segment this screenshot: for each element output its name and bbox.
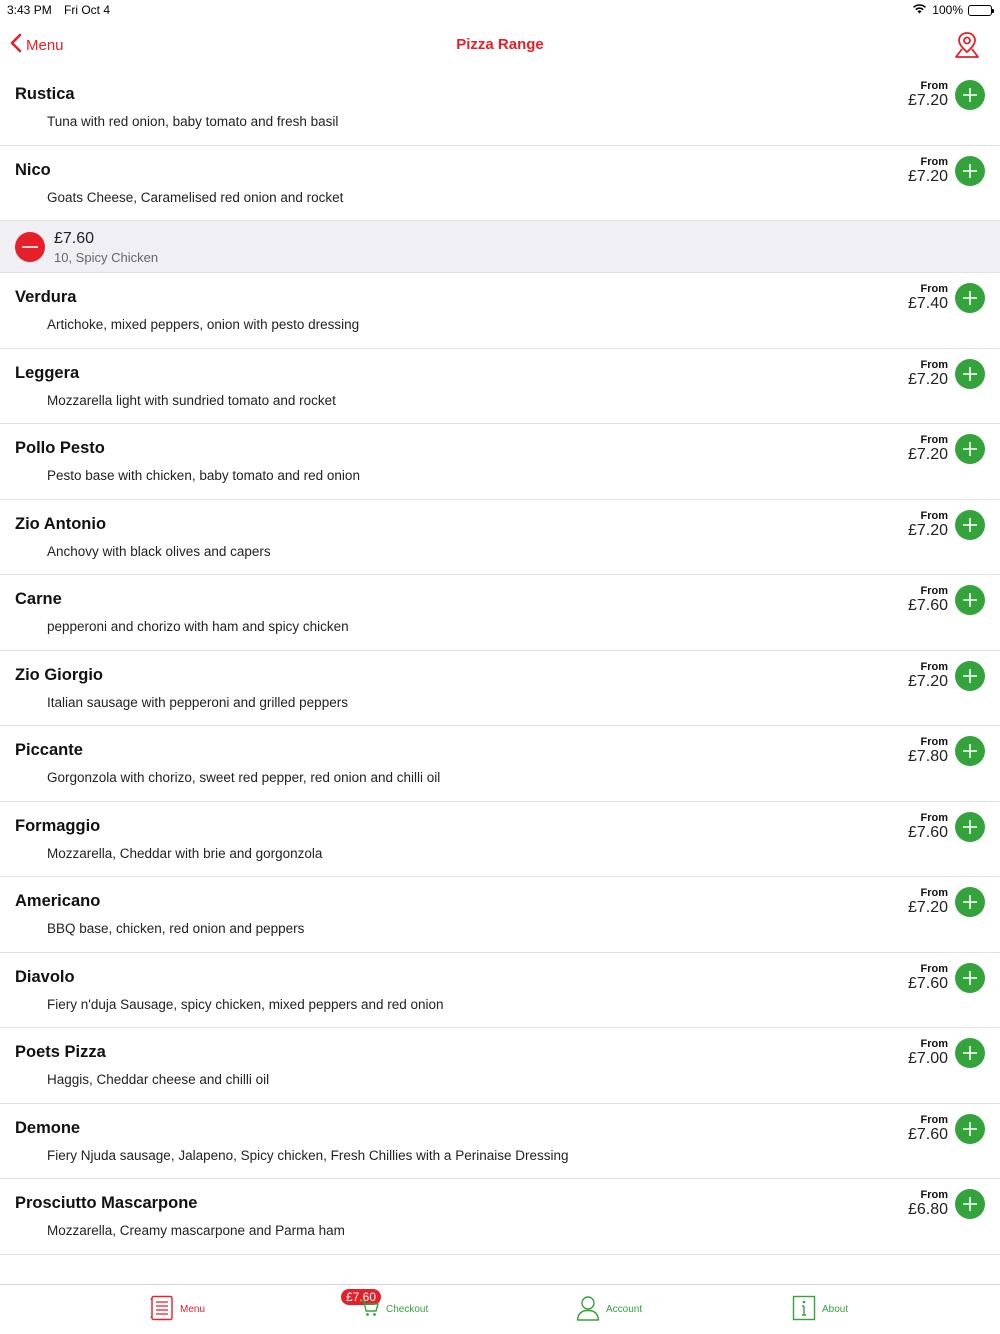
item-price: £6.80 [907,1201,948,1218]
item-description: BBQ base, chicken, red onion and peppers [47,921,305,936]
price-block [908,1038,948,1067]
plus-icon [955,963,985,993]
add-button[interactable] [955,80,985,110]
price-from-label: From [920,509,948,522]
plus-icon [955,812,985,842]
pizza-list [0,70,1000,1255]
item-price: £7.20 [907,672,948,690]
add-button[interactable] [955,1038,985,1068]
list-item[interactable] [0,651,1000,727]
checkout-total-badge: £7.60 [341,1289,381,1305]
price-block [908,963,948,992]
list-item[interactable] [0,349,1000,425]
tab-menu[interactable] [150,1285,205,1334]
wifi-icon [912,3,927,17]
list-item[interactable] [0,802,1000,878]
list-item[interactable] [0,575,1000,651]
item-name: Formaggio [15,816,101,835]
item-price: £7.60 [907,597,948,614]
item-description: pepperoni and chorizo with ham and spicy chicken [47,619,349,634]
battery-percent: 100% [932,3,963,17]
item-description: Anchovy with black olives and capers [47,543,271,559]
status-time: 3:43 PM [7,3,52,17]
price-from-label: From [920,887,948,899]
item-description: Artichoke, mixed peppers, onion with pesto dressing [47,317,360,332]
user-icon [576,1295,600,1324]
add-button[interactable] [955,585,985,615]
item-description: Fiery Njuda sausage, Jalapeno, Spicy chicken, Fresh Chillies with a Perinaise Dressing [47,1147,569,1163]
price-block [908,510,948,539]
item-description: Haggis, Cheddar cheese and chilli oil [47,1072,270,1087]
price-block [908,359,948,388]
item-price: £7.40 [907,295,948,312]
item-name: Nico [15,160,51,179]
item-price: £7.00 [907,1050,948,1067]
plus-icon [955,156,985,186]
tab-about-label: About [822,1304,849,1315]
price-block [908,156,948,185]
item-price: £7.20 [907,92,948,109]
item-description: Tuna with red onion, baby tomato and fresh basil [47,114,339,129]
add-button[interactable] [955,510,985,540]
add-button[interactable] [955,736,985,766]
price-block [908,736,948,765]
price-from-label: From [920,155,948,168]
price-from-label: From [920,1113,948,1126]
item-name: Verdura [15,288,77,306]
item-price: £7.60 [907,974,948,992]
item-description: Pesto base with chicken, baby tomato and red onion [47,468,360,483]
cart-line-item[interactable] [0,221,1000,273]
price-block [908,1114,948,1143]
plus-icon [955,359,985,389]
status-indicators [912,3,992,17]
list-item[interactable] [0,273,1000,349]
item-name: Demone [15,1118,81,1137]
item-name: Pollo Pesto [15,439,105,457]
remove-button[interactable] [15,232,45,262]
item-name: Prosciutto Mascarpone [15,1194,198,1212]
info-icon [792,1295,816,1324]
item-description: Mozzarella, Creamy mascarpone and Parma ham [47,1223,345,1238]
minus-icon [15,232,45,262]
add-button[interactable] [955,1114,985,1144]
item-price: £7.80 [907,748,948,765]
status-bar [0,0,1000,22]
item-description: Gorgonzola with chorizo, sweet red pepper, red onion and chilli oil [47,770,441,785]
item-price: £7.20 [907,899,948,916]
cart-icon [360,1298,380,1321]
price-from-label: From [920,80,948,92]
item-description: Goats Cheese, Caramelised red onion and rocket [47,189,344,205]
cart-line-price: £7.60 [54,230,95,247]
price-from-label: From [920,1038,948,1050]
item-name: Diavolo [15,967,75,986]
tab-account[interactable] [576,1285,642,1334]
add-button[interactable] [955,661,985,691]
tab-account-label: Account [606,1304,643,1315]
list-item[interactable] [0,1028,1000,1104]
item-description: Italian sausage with pepperoni and grilled peppers [47,694,348,710]
price-from-label: From [920,434,948,446]
price-block [908,434,948,463]
price-block [908,283,948,312]
plus-icon [955,80,985,110]
plus-icon [955,1114,985,1144]
item-name: Poets Pizza [15,1043,106,1061]
tab-checkout-label: Checkout [386,1304,429,1315]
plus-icon [955,661,985,691]
battery-icon [968,5,992,16]
list-item[interactable] [0,1104,1000,1180]
item-name: Rustica [15,85,75,103]
list-item[interactable] [0,726,1000,802]
item-description: Mozzarella light with sundried tomato and rocket [47,392,336,408]
add-button[interactable] [955,887,985,917]
add-button[interactable] [955,1189,985,1219]
price-from-label: From [920,811,948,824]
item-price: £7.60 [907,823,948,841]
price-block [908,661,948,690]
price-block [908,585,948,614]
price-block [908,1189,948,1218]
menu-list-icon [150,1295,174,1324]
price-from-label: From [920,736,948,748]
price-from-label: From [920,1189,948,1201]
price-from-label: From [920,585,948,597]
item-price: £7.60 [907,1125,948,1143]
item-price: £7.20 [907,167,948,185]
nav-bar [0,22,1000,70]
tab-checkout[interactable] [360,1285,428,1334]
item-name: Zio Antonio [15,514,107,533]
item-name: Zio Giorgio [15,665,103,684]
price-from-label: From [920,660,948,673]
price-block [908,812,948,841]
location-pin-icon[interactable] [954,31,980,59]
tab-bar [0,1284,1000,1334]
tab-about[interactable] [792,1285,848,1334]
tab-menu-label: Menu [180,1304,206,1315]
item-name: Piccante [15,741,83,759]
list-item[interactable] [0,877,1000,953]
list-item[interactable] [0,1179,1000,1255]
item-name: Carne [15,590,62,608]
price-from-label: From [920,283,948,295]
plus-icon [955,887,985,917]
item-description: Fiery n'duja Sausage, spicy chicken, mixed peppers and red onion [47,996,444,1012]
plus-icon [955,1038,985,1068]
add-button[interactable] [955,283,985,313]
price-block [908,80,948,109]
back-label: Menu [26,36,64,54]
price-from-label: From [920,962,948,975]
price-block [908,887,948,916]
list-item[interactable] [0,953,1000,1029]
item-name: Leggera [15,363,80,382]
price-from-label: From [920,358,948,371]
item-price: £7.20 [907,370,948,388]
list-item[interactable] [0,146,1000,222]
add-button[interactable] [955,812,985,842]
list-item[interactable] [0,500,1000,576]
status-date: Fri Oct 4 [64,3,111,17]
item-name: Americano [15,892,101,910]
page-title: Pizza Range [456,36,544,53]
list-item[interactable] [0,70,1000,146]
plus-icon [955,434,985,464]
add-button[interactable] [955,434,985,464]
plus-icon [955,510,985,540]
plus-icon [955,736,985,766]
add-button[interactable] [955,963,985,993]
item-price: £7.20 [907,446,948,463]
item-description: Mozzarella, Cheddar with brie and gorgonzola [47,845,323,861]
item-price: £7.20 [907,521,948,539]
plus-icon [955,1189,985,1219]
add-button[interactable] [955,156,985,186]
plus-icon [955,585,985,615]
add-button[interactable] [955,359,985,389]
plus-icon [955,283,985,313]
cart-line-name: 10, Spicy Chicken [54,250,159,265]
list-item[interactable] [0,424,1000,500]
